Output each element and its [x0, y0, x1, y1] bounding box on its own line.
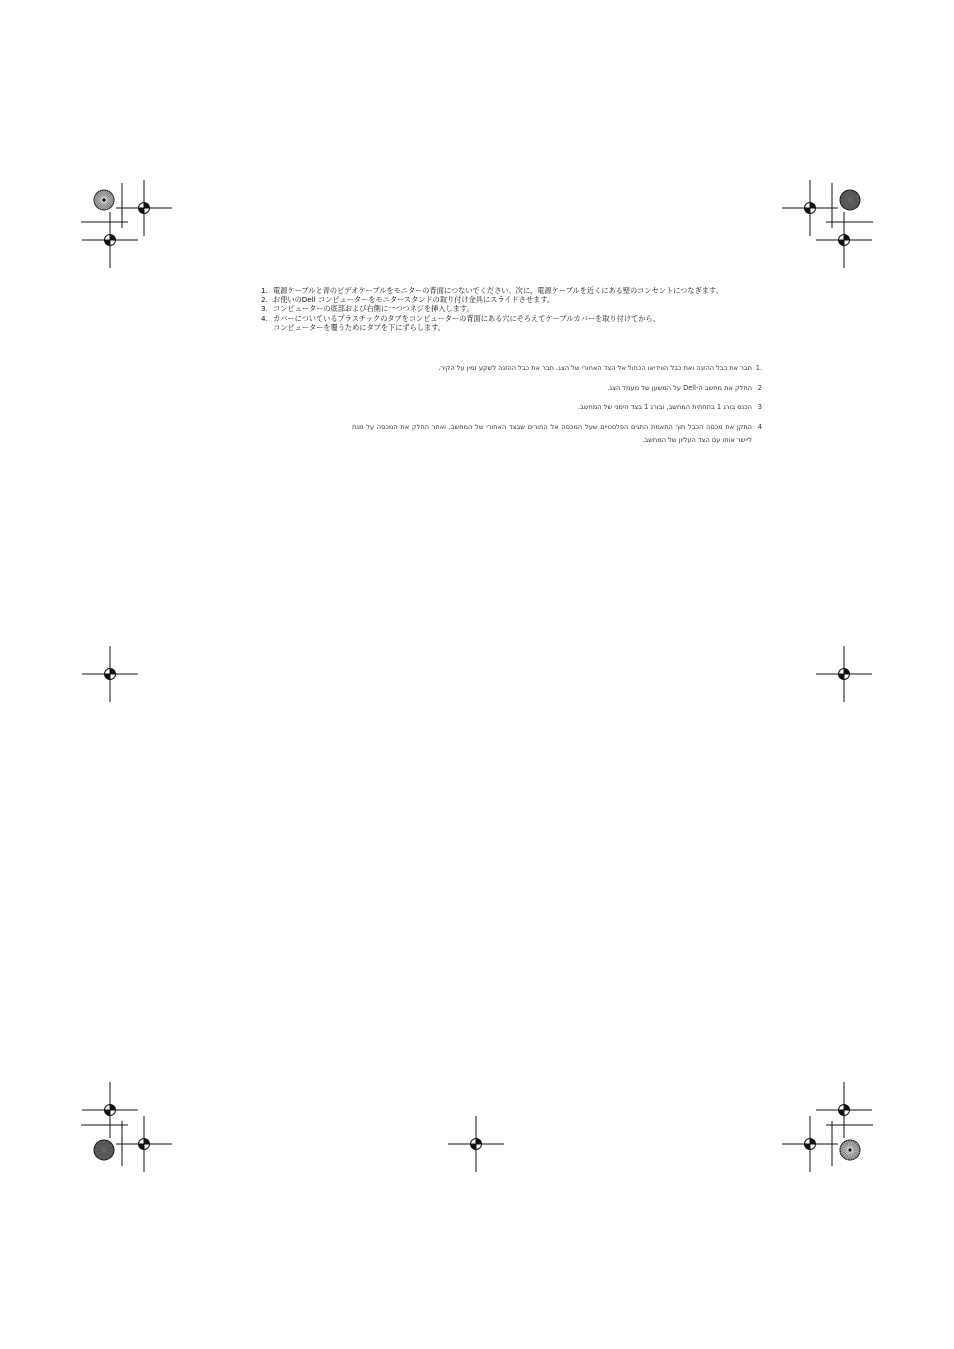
step-number: 4.	[261, 313, 268, 323]
step-text: התקן את מכסה הכבל תוך התאמת התגים הפלסטיים שעל המכסה אל החורים שבצד האחורי של המחשב, ואחר החלק את המכסה על מנת ליישר אותו עם הצד העליון של המחשב.	[352, 422, 752, 444]
registration-mark	[82, 646, 138, 702]
registration-mark	[82, 1082, 138, 1138]
step-number: 1.	[755, 364, 762, 372]
registration-mark	[816, 212, 872, 268]
japanese-instructions	[261, 286, 781, 332]
japanese-step-1	[261, 286, 781, 295]
step-text: コンピューターの底部および右側に一つつネジを挿入します。	[273, 304, 474, 314]
hebrew-step-1	[352, 362, 762, 376]
registration-mark	[116, 1116, 172, 1172]
japanese-step-3	[261, 304, 781, 313]
step-text: カバーについているプラスチックのタブをコンピューターの背面にある穴にそろえてケーブルカバーを取り付けてから、 コンピューターを覆うためにタブを下にずらします。	[273, 313, 660, 332]
step-text: 電源ケーブルと青のビデオケーブルをモニターの背面につないでください。次に、電源ケーブルを近くにある壁のコンセントにつなぎます。	[273, 286, 723, 295]
dark-circle-target	[840, 190, 860, 210]
step-number: 1.	[261, 286, 268, 295]
japanese-step-2	[261, 295, 781, 304]
registration-mark	[82, 212, 138, 268]
starburst-target	[94, 190, 114, 210]
registration-mark	[782, 180, 838, 236]
step-number: 3	[757, 403, 762, 411]
step-number: 3.	[261, 304, 268, 314]
hebrew-step-4	[352, 421, 762, 448]
hebrew-step-2	[352, 382, 762, 396]
step-text: חבר את כבל ההזנה ואת כבל הווידיאו הכחול אל הצד האחורי של הצג. חבר את כבל ההזנה לשקע זמין על הקיר.	[438, 364, 752, 372]
registration-mark	[816, 1082, 872, 1138]
dark-circle-target	[94, 1140, 114, 1160]
step-number: 2	[757, 383, 762, 392]
hebrew-step-3	[352, 401, 762, 415]
step-text: お使いのDell コンピューターをモニタースタンドの取り付け金具にスライドさせます。	[273, 295, 555, 305]
step-number: 2.	[261, 295, 268, 305]
registration-mark	[782, 1116, 838, 1172]
step-number: 4	[757, 422, 762, 431]
step-text: החלק את מחשב ה-Dell על המשען של מעמד הצג.	[607, 383, 752, 392]
hebrew-instructions	[352, 362, 762, 454]
registration-mark	[448, 1116, 504, 1172]
step-text: הכנס בורג 1 בתחתית המחשב, ובורג 1 בצד הימני של המחשב.	[577, 403, 752, 411]
registration-mark	[816, 646, 872, 702]
starburst-target	[840, 1140, 860, 1160]
japanese-step-4	[261, 314, 781, 332]
registration-mark	[116, 180, 172, 236]
